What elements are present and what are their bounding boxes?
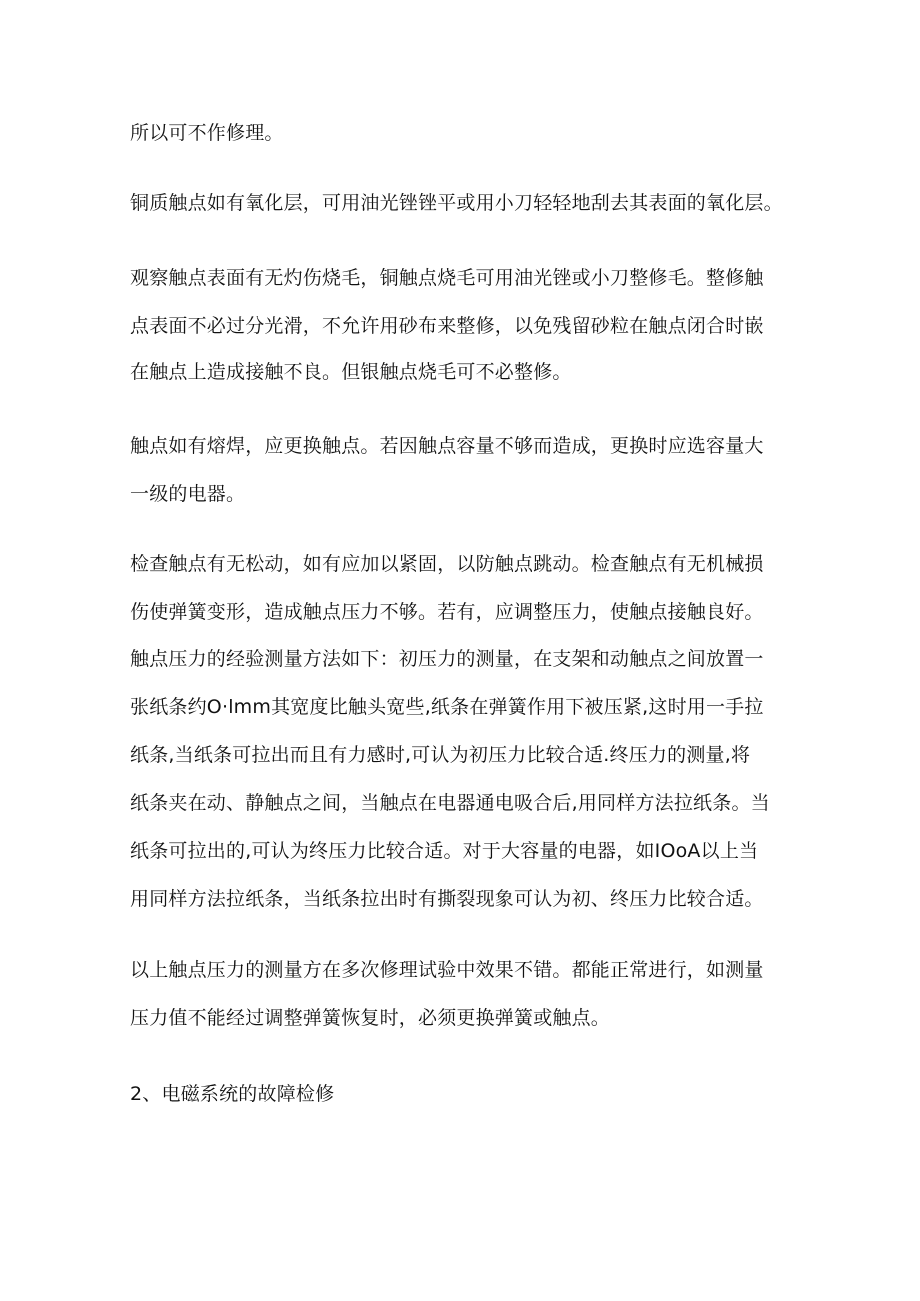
text-line: 触点压力的经验测量方法如下：初压力的测量，在支架和动触点之间放置一 <box>130 648 764 670</box>
text-line: 以上触点压力的测量方在多次修理试验中效果不错。都能正常进行，如测量 <box>130 959 764 981</box>
text-line: 纸条,当纸条可拉出而且有力感时,可认为初压力比较合适.终压力的测量,将 <box>130 744 751 766</box>
text-line: 所以可不作修理。 <box>130 122 284 144</box>
text-line: 用同样方法拉纸条，当纸条拉出时有撕裂现象可认为初、终压力比较合适。 <box>130 888 764 910</box>
text-line: 压力值不能经过调整弹簧恢复时，必须更换弹簧或触点。 <box>130 1007 611 1029</box>
section-heading: 2、电磁系统的故障检修 <box>130 1083 335 1105</box>
text-line: 观察触点表面有无灼伤烧毛，铜触点烧毛可用油光锉或小刀整修毛。整修触 <box>130 267 764 289</box>
text-line: 点表面不必过分光滑，不允许用砂布来整修，以免残留砂粒在触点闭合时嵌 <box>130 315 764 337</box>
text-line: 纸条可拉出的,可认为终压力比较合适。对于大容量的电器，如IOoA以上当 <box>130 840 759 862</box>
text-line: 触点如有熔焊，应更换触点。若因触点容量不够而造成，更换时应选容量大 <box>130 435 764 457</box>
text-line: 一级的电器。 <box>130 483 246 505</box>
text-line: 在触点上造成接触不良。但银触点烧毛可不必整修。 <box>130 361 572 383</box>
text-line: 伤使弹簧变形，造成触点压力不够。若有，应调整压力，使触点接触良好。 <box>130 601 764 623</box>
text-line: 铜质触点如有氧化层，可用油光锉锉平或用小刀轻轻地刮去其表面的氧化层。 <box>130 192 783 214</box>
text-line: 纸条夹在动、静触点之间，当触点在电器通电吸合后,用同样方法拉纸条。当 <box>130 792 770 814</box>
text-line: 张纸条约O·lmm其宽度比触头宽些,纸条在弹簧作用下被压紧,这时用一手拉 <box>130 696 764 718</box>
text-line: 检查触点有无松动，如有应加以紧固，以防触点跳动。检查触点有无机械损 <box>130 553 764 575</box>
